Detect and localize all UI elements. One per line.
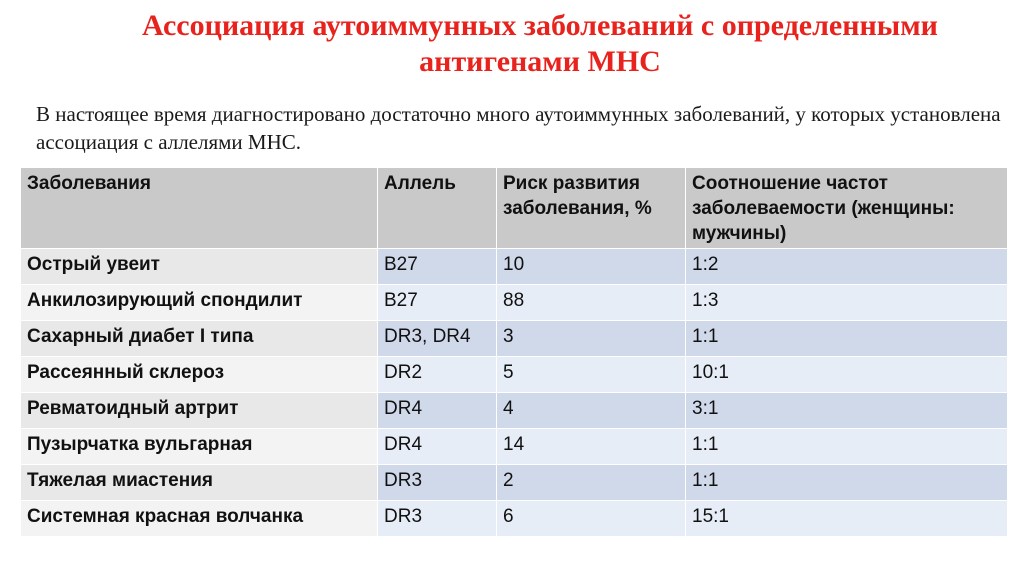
- risk-cell: 88: [497, 285, 686, 321]
- allele-cell: B27: [378, 249, 497, 285]
- allele-cell: DR2: [378, 357, 497, 393]
- ratio-cell: 10:1: [686, 357, 1008, 393]
- table-header-row: [21, 168, 1008, 249]
- disease-cell: Сахарный диабет I типа: [21, 321, 378, 357]
- allele-cell: DR3: [378, 501, 497, 537]
- disease-cell: Острый увеит: [21, 249, 378, 285]
- disease-cell: Пузырчатка вульгарная: [21, 429, 378, 465]
- ratio-cell: 3:1: [686, 393, 1008, 429]
- disease-cell: Анкилозирующий спондилит: [21, 285, 378, 321]
- risk-cell: 10: [497, 249, 686, 285]
- table-row: [21, 393, 1008, 429]
- table-row: [21, 249, 1008, 285]
- risk-cell: 2: [497, 465, 686, 501]
- header-allele: Аллель: [378, 168, 497, 249]
- allele-cell: B27: [378, 285, 497, 321]
- table-row: [21, 501, 1008, 537]
- disease-cell: Ревматоидный артрит: [21, 393, 378, 429]
- slide-title: Ассоциация аутоиммунных заболеваний с определенными антигенами МНС: [142, 9, 938, 78]
- ratio-cell: 1:2: [686, 249, 1008, 285]
- ratio-cell: 15:1: [686, 501, 1008, 537]
- risk-cell: 6: [497, 501, 686, 537]
- allele-cell: DR3, DR4: [378, 321, 497, 357]
- ratio-cell: 1:1: [686, 429, 1008, 465]
- risk-cell: 4: [497, 393, 686, 429]
- table-row: [21, 357, 1008, 393]
- allele-cell: DR4: [378, 393, 497, 429]
- intro-text: В настоящее время диагностировано достаточно много аутоиммунных заболеваний, у которых установлена ассоциация с аллелями МНС.: [36, 102, 1001, 154]
- disease-cell: Тяжелая миастения: [21, 465, 378, 501]
- header-disease: Заболевания: [21, 168, 378, 249]
- association-table: [20, 167, 1008, 537]
- risk-cell: 14: [497, 429, 686, 465]
- table-row: [21, 285, 1008, 321]
- table-row: [21, 321, 1008, 357]
- allele-cell: DR4: [378, 429, 497, 465]
- ratio-cell: 1:1: [686, 465, 1008, 501]
- risk-cell: 3: [497, 321, 686, 357]
- header-ratio: Соотношение частот заболеваемости (женщины: мужчины): [686, 168, 1008, 249]
- ratio-cell: 1:1: [686, 321, 1008, 357]
- disease-cell: Рассеянный склероз: [21, 357, 378, 393]
- risk-cell: 5: [497, 357, 686, 393]
- table-row: [21, 429, 1008, 465]
- disease-cell: Системная красная волчанка: [21, 501, 378, 537]
- ratio-cell: 1:3: [686, 285, 1008, 321]
- header-risk: Риск развития заболевания, %: [497, 168, 686, 249]
- table-row: [21, 465, 1008, 501]
- allele-cell: DR3: [378, 465, 497, 501]
